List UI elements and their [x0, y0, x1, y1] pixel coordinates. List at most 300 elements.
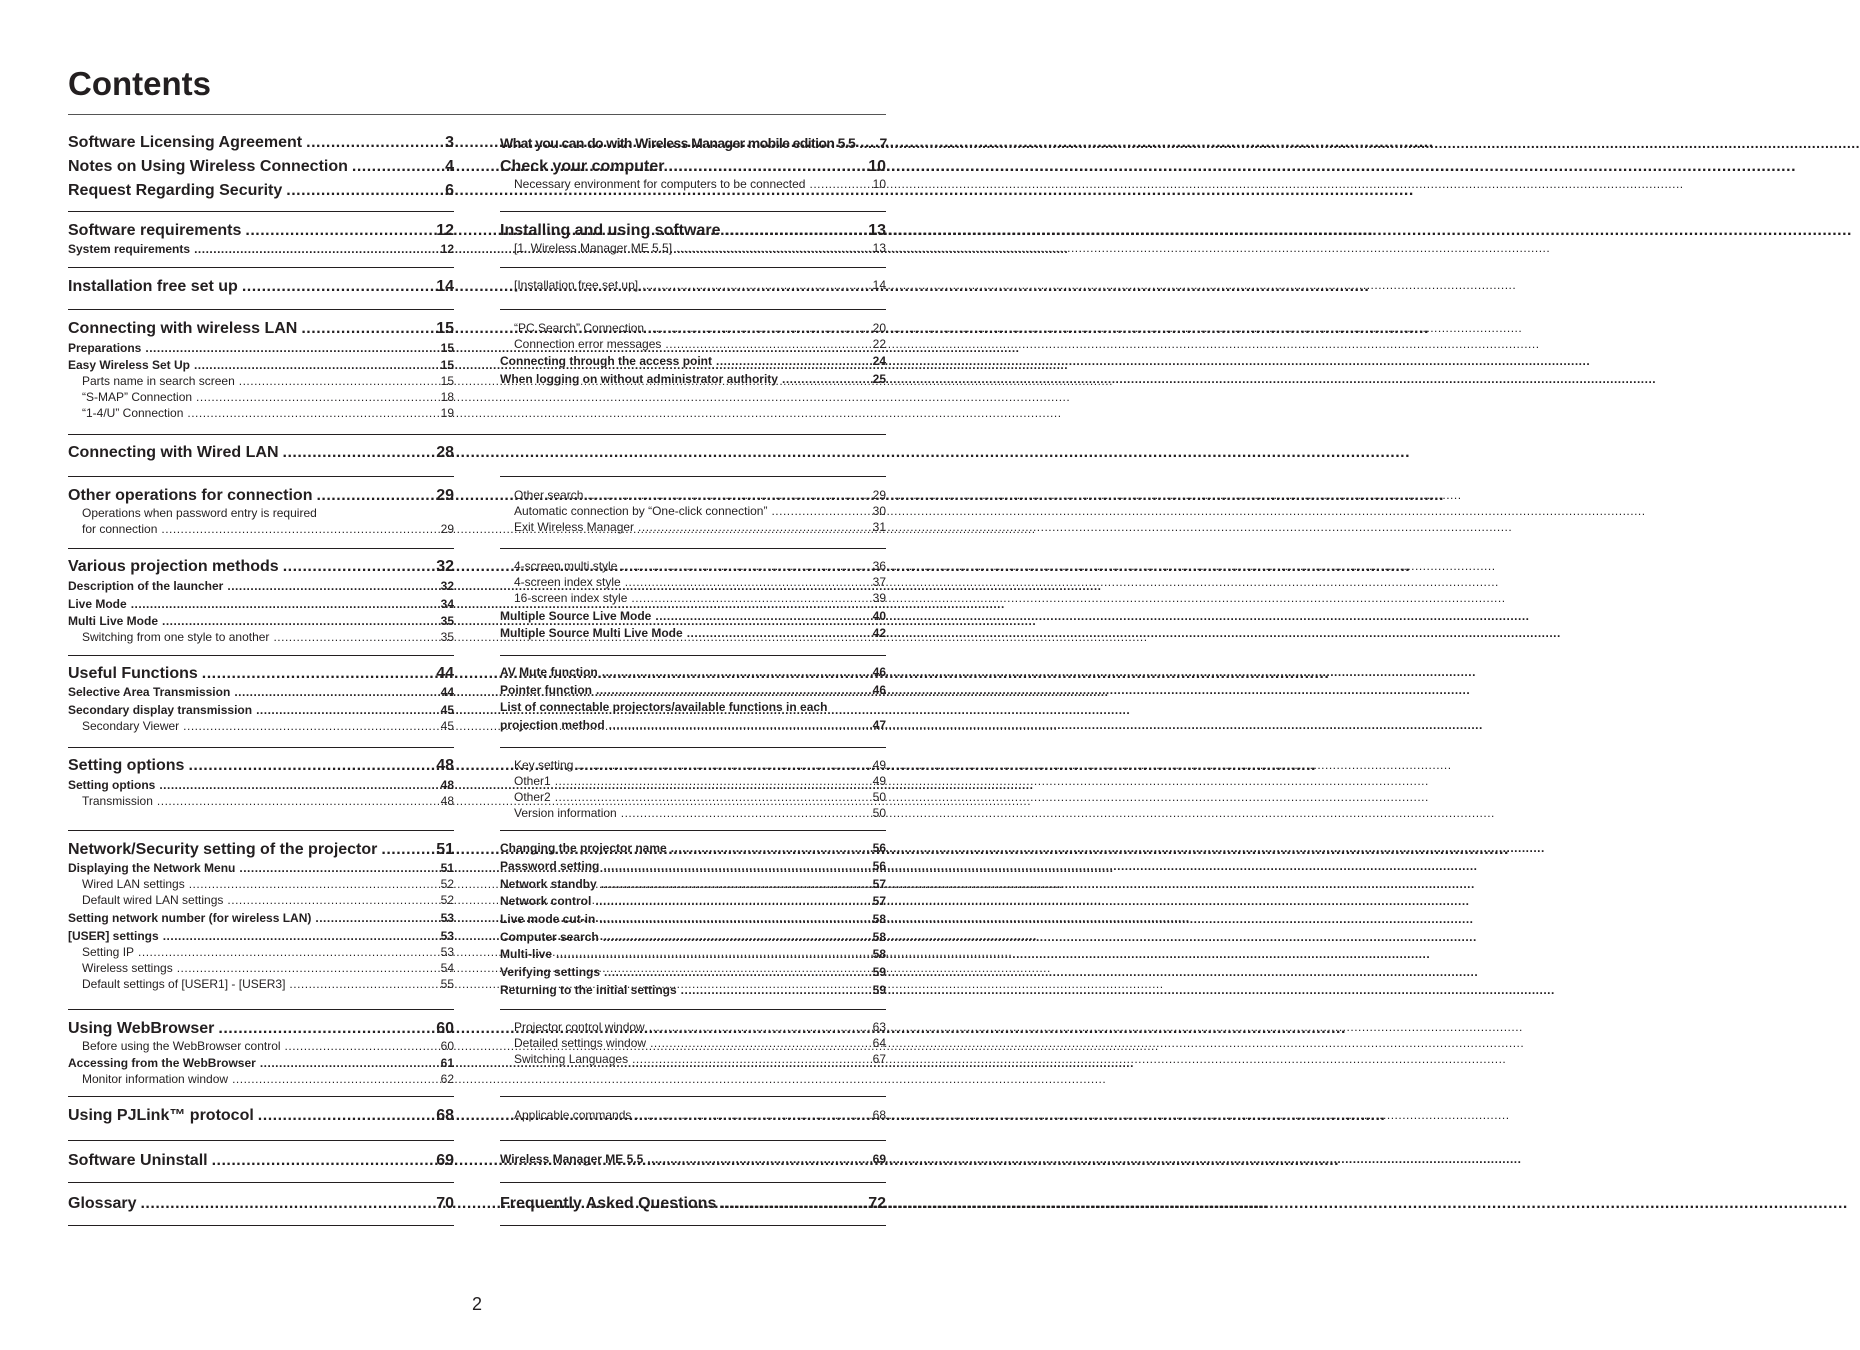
section-divider — [68, 1140, 454, 1141]
toc-entry-title: Request Regarding Security — [68, 182, 283, 199]
toc-subentry[interactable] — [500, 682, 886, 698]
leader-dots — [285, 1038, 436, 1054]
leader-dots — [234, 684, 436, 700]
leader-dots — [648, 320, 868, 336]
section-divider — [68, 211, 454, 212]
toc-entry-title: Automatic connection by “One-click connection” — [514, 504, 768, 518]
toc-entry-title: Pointer function — [500, 683, 592, 697]
toc-entry-title: Multi-live — [500, 947, 553, 961]
toc-entry-page: 6 — [445, 182, 454, 199]
leader-dots — [603, 858, 868, 874]
toc-entry-page: 10 — [872, 177, 886, 191]
toc-subentry[interactable] — [68, 777, 454, 793]
toc-subentry[interactable] — [514, 757, 886, 773]
toc-subentry[interactable] — [82, 373, 454, 389]
toc-entry-page: 46 — [872, 683, 886, 697]
toc-subentry[interactable] — [514, 277, 886, 293]
toc-subentry[interactable] — [68, 596, 454, 612]
leader-dots — [187, 405, 436, 421]
toc-entry-title: [USER] settings — [68, 929, 159, 943]
toc-subentry[interactable] — [68, 613, 454, 629]
toc-subentry[interactable] — [514, 336, 886, 352]
toc-entry-page: 45 — [440, 703, 454, 717]
toc-entry-page: 69 — [872, 1152, 886, 1166]
toc-entry-page: 13 — [868, 222, 886, 239]
toc-entry-title: Using WebBrowser — [68, 1020, 215, 1037]
toc-entry-page: 63 — [872, 1020, 886, 1034]
toc-entry[interactable] — [68, 756, 454, 776]
section-divider — [68, 434, 886, 435]
toc-entry-page: 57 — [872, 894, 886, 908]
toc-entry-title: Setting network number (for wireless LAN) — [68, 911, 312, 925]
toc-entry-title: Connecting with Wired LAN — [68, 444, 279, 461]
toc-subentry[interactable] — [500, 858, 886, 874]
leader-dots — [601, 876, 868, 892]
toc-subentry[interactable] — [82, 521, 454, 537]
leader-dots — [724, 221, 864, 241]
toc-entry-page: 22 — [872, 337, 886, 351]
toc-subentry[interactable] — [500, 625, 886, 641]
toc-entry-title: What you can do with Wireless Manager mobile edition 5.5 — [500, 135, 856, 151]
toc-entry[interactable] — [68, 1194, 454, 1214]
toc-entry-title: Other search — [514, 488, 584, 502]
toc-subentry[interactable] — [500, 840, 886, 856]
toc-entry-page: 64 — [872, 1036, 886, 1050]
toc-entry-page: 15 — [436, 320, 454, 337]
toc-entry-title: Other operations for connection — [68, 487, 313, 504]
leader-dots — [194, 241, 436, 257]
toc-subentry[interactable] — [82, 960, 454, 976]
toc-entry-title: Glossary — [68, 1195, 137, 1212]
toc-entry-page: 51 — [436, 841, 454, 858]
toc-entry-page: 4 — [445, 158, 454, 175]
toc-entry-title: Using PJLink™ protocol — [68, 1107, 254, 1124]
toc-entry-page: 69 — [436, 1152, 454, 1169]
toc-subentry[interactable] — [514, 590, 886, 606]
toc-entry-page: 58 — [872, 912, 886, 926]
toc-subentry[interactable] — [514, 789, 886, 805]
toc-entry-page: 13 — [872, 241, 886, 255]
toc-entry-title: Verifying settings — [500, 965, 601, 979]
toc-entry-page: 61 — [440, 1056, 454, 1070]
toc-subentry[interactable] — [68, 684, 454, 700]
leader-dots — [859, 133, 869, 153]
toc-entry-title: Selective Area Transmission — [68, 685, 231, 699]
toc-entry-title: Preparations — [68, 341, 142, 355]
toc-subentry[interactable] — [500, 371, 886, 387]
toc-subentry-line[interactable]: List of connectable projectors/available functions in each — [500, 700, 828, 714]
leader-dots — [681, 982, 868, 998]
toc-entry-page: 19 — [440, 406, 454, 420]
leader-dots — [283, 443, 433, 463]
leader-dots — [258, 1106, 432, 1126]
toc-entry-title: “S-MAP” Connection — [82, 390, 193, 404]
toc-entry-page: 58 — [872, 947, 886, 961]
toc-entry-title: projection method — [500, 718, 605, 732]
toc-entry-title: System requirements — [68, 242, 191, 256]
leader-dots — [162, 613, 436, 629]
toc-entry-page: 31 — [872, 520, 886, 534]
leader-dots — [556, 946, 868, 962]
toc-subentry[interactable] — [68, 910, 454, 926]
toc-entry-title: [1. Wireless Manager ME 5.5] — [514, 241, 673, 255]
toc-subentry[interactable] — [500, 876, 886, 892]
toc-entry-title: Connecting through the access point — [500, 354, 713, 368]
toc-subentry[interactable] — [514, 1107, 886, 1123]
toc-entry-page: 70 — [436, 1195, 454, 1212]
toc-entry-title: Secondary Viewer — [82, 719, 180, 733]
toc-entry-page: 50 — [872, 806, 886, 820]
toc-entry-page: 18 — [440, 390, 454, 404]
section-divider — [500, 747, 886, 748]
section-divider — [68, 747, 454, 748]
toc-entry-title: Displaying the Network Menu — [68, 861, 236, 875]
leader-dots — [676, 240, 868, 256]
toc-entry-page: 14 — [872, 278, 886, 292]
leader-dots — [242, 277, 432, 297]
toc-entry-title: “1-4/U” Connection — [82, 406, 184, 420]
toc-entry-title: Default settings of [USER1] - [USER3] — [82, 977, 286, 991]
leader-dots — [239, 373, 436, 389]
toc-subentry[interactable] — [500, 893, 886, 909]
leader-dots — [668, 157, 864, 177]
leader-dots — [621, 558, 868, 574]
leader-dots — [194, 357, 436, 373]
toc-entry[interactable] — [68, 277, 454, 297]
toc-entry-title: Key setting — [514, 758, 574, 772]
toc-entry-title: Exit Wireless Manager — [514, 520, 635, 534]
leader-dots — [286, 181, 436, 201]
toc-entry-title: for connection — [82, 522, 158, 536]
leader-dots — [239, 860, 436, 876]
toc-subentry[interactable] — [82, 405, 454, 421]
toc-entry-title: Installing and using software — [500, 222, 721, 239]
toc-entry-page: 39 — [872, 591, 886, 605]
leader-dots — [604, 964, 868, 980]
toc-entry-page: 60 — [436, 1020, 454, 1037]
toc-entry-title: Connecting with wireless LAN — [68, 320, 298, 337]
toc-entry-title: Software Uninstall — [68, 1152, 208, 1169]
leader-dots — [649, 1019, 868, 1035]
toc-entry-page: 7 — [879, 135, 888, 151]
toc-entry[interactable] — [68, 1106, 454, 1126]
toc-subentry[interactable] — [82, 793, 454, 809]
section-divider — [500, 267, 886, 268]
toc-entry[interactable] — [68, 157, 454, 177]
toc-subentry[interactable] — [82, 629, 454, 645]
toc-entry-page: 53 — [440, 929, 454, 943]
leader-dots — [273, 629, 436, 645]
leader-dots — [555, 789, 868, 805]
page-number: 2 — [471, 1294, 482, 1314]
toc-subentry[interactable] — [514, 1019, 886, 1035]
toc-subentry[interactable] — [500, 717, 886, 733]
toc-entry-page: 51 — [440, 861, 454, 875]
leader-dots — [161, 521, 436, 537]
leader-dots — [650, 1035, 868, 1051]
toc-subentry[interactable] — [68, 1055, 454, 1071]
toc-entry-title: Secondary display transmission — [68, 703, 253, 717]
toc-subentry[interactable] — [82, 389, 454, 405]
toc-entry-title: Detailed settings window — [514, 1036, 647, 1050]
leader-dots — [638, 519, 868, 535]
leader-dots — [587, 487, 868, 503]
section-divider — [68, 655, 454, 656]
toc-entry[interactable] — [68, 664, 454, 684]
leader-dots — [163, 928, 436, 944]
section-divider — [68, 830, 454, 831]
toc-subentry[interactable] — [82, 976, 454, 992]
toc-entry-title: Necessary environment for computers to be connected — [514, 177, 806, 191]
toc-subentry[interactable] — [500, 946, 886, 962]
toc-entry-page: 57 — [872, 877, 886, 891]
toc-entry-title: Live mode cut-in — [500, 912, 596, 926]
toc-entry-title: Parts name in search screen — [82, 374, 235, 388]
toc-subentry[interactable] — [82, 1038, 454, 1054]
toc-subentry[interactable] — [82, 944, 454, 960]
toc-entry-title: Multiple Source Multi Live Mode — [500, 626, 683, 640]
toc-subentry[interactable] — [82, 718, 454, 734]
toc-entry-page: 68 — [872, 1108, 886, 1122]
section-divider — [500, 1182, 886, 1183]
toc-subentry[interactable] — [514, 320, 886, 336]
toc-entry-title: Easy Wireless Set Up — [68, 358, 190, 372]
toc-entry-title: 4-screen index style — [514, 575, 621, 589]
leader-dots — [655, 608, 868, 624]
leader-dots — [625, 574, 868, 590]
leader-dots — [245, 221, 432, 241]
toc-subentry[interactable] — [68, 702, 454, 718]
toc-entry[interactable] — [68, 133, 454, 153]
toc-entry-title: Transmission — [82, 794, 153, 808]
toc-subentry[interactable] — [514, 805, 886, 821]
toc-subentry[interactable] — [500, 353, 886, 369]
toc-subentry[interactable] — [514, 176, 886, 192]
toc-entry-page: 53 — [440, 911, 454, 925]
leader-dots — [232, 1071, 436, 1087]
toc-entry[interactable] — [68, 319, 454, 339]
toc-entry[interactable] — [68, 1019, 454, 1039]
toc-entry-page: 12 — [436, 222, 454, 239]
toc-entry-title: Default wired LAN settings — [82, 893, 224, 907]
toc-subentry[interactable] — [68, 340, 454, 356]
toc-entry-title: Wired LAN settings — [82, 877, 185, 891]
title-rule — [68, 114, 886, 115]
toc-entry-page: 58 — [872, 930, 886, 944]
toc-subentry[interactable] — [500, 964, 886, 980]
leader-dots — [188, 756, 432, 776]
section-divider — [68, 476, 454, 477]
toc-entry-page: 34 — [440, 597, 454, 611]
leader-dots — [665, 336, 868, 352]
leader-dots — [227, 578, 436, 594]
leader-dots — [771, 503, 868, 519]
leader-dots — [256, 702, 436, 718]
section-divider — [68, 1096, 454, 1097]
toc-entry-title: Before using the WebBrowser control — [82, 1039, 281, 1053]
toc-entry-title: Notes on Using Wireless Connection — [68, 158, 348, 175]
section-divider — [68, 309, 454, 310]
leader-dots — [595, 893, 868, 909]
toc-entry-title: [Installation free set up] — [514, 278, 639, 292]
toc-entry[interactable] — [68, 486, 454, 506]
leader-dots — [283, 557, 433, 577]
toc-entry-title: 16-screen index style — [514, 591, 628, 605]
toc-subentry[interactable] — [514, 558, 886, 574]
leader-dots — [316, 486, 432, 506]
section-divider — [500, 548, 886, 549]
toc-subentry[interactable] — [514, 519, 886, 535]
toc-subentry[interactable] — [82, 1071, 454, 1087]
toc-entry[interactable] — [500, 133, 886, 153]
toc-entry-page: 35 — [440, 614, 454, 628]
toc-subentry[interactable] — [500, 911, 886, 927]
toc-entry[interactable] — [500, 157, 886, 177]
toc-entry-title: Check your computer — [500, 158, 665, 175]
toc-entry-page: 12 — [440, 242, 454, 256]
toc-entry[interactable] — [68, 443, 454, 463]
toc-entry-page: 55 — [440, 977, 454, 991]
toc-subentry[interactable] — [500, 929, 886, 945]
toc-subentry[interactable] — [68, 860, 454, 876]
toc-subentry[interactable] — [514, 503, 886, 519]
section-divider — [500, 655, 886, 656]
toc-entry-page: 35 — [440, 630, 454, 644]
leader-dots — [609, 717, 868, 733]
toc-entry-page: 68 — [436, 1107, 454, 1124]
section-divider — [500, 1140, 886, 1141]
leader-dots — [381, 840, 432, 860]
toc-entry-page: 15 — [440, 341, 454, 355]
leader-dots — [183, 718, 436, 734]
leader-dots — [555, 773, 868, 789]
toc-entry[interactable] — [68, 840, 454, 860]
section-divider — [500, 211, 886, 212]
toc-subentry[interactable] — [514, 574, 886, 590]
toc-entry-page: 25 — [872, 372, 886, 386]
toc-entry-title: “PC Search” Connection — [514, 321, 645, 335]
toc-subentry[interactable] — [514, 1051, 886, 1067]
toc-entry[interactable] — [68, 181, 454, 201]
page-title: Contents — [68, 65, 211, 102]
toc-entry-page: 72 — [868, 1195, 886, 1212]
toc-entry[interactable] — [500, 221, 886, 241]
leader-dots — [577, 757, 868, 773]
toc-entry-title: 4-screen multi style — [514, 559, 618, 573]
toc-entry-page: 50 — [872, 790, 886, 804]
toc-entry-page: 36 — [872, 559, 886, 573]
leader-dots — [647, 1151, 868, 1167]
toc-entry-title: Accessing from the WebBrowser — [68, 1056, 256, 1070]
section-divider — [68, 1182, 454, 1183]
toc-entry-title: When logging on without administrator authority — [500, 372, 778, 386]
toc-entry-title: Multiple Source Live Mode — [500, 609, 652, 623]
toc-entry[interactable] — [500, 1194, 886, 1214]
toc-subentry[interactable] — [500, 982, 886, 998]
toc-entry-page: 46 — [872, 665, 886, 679]
leader-dots — [301, 319, 432, 339]
toc-entry-page: 52 — [440, 877, 454, 891]
section-divider — [68, 267, 454, 268]
toc-subentry[interactable] — [500, 664, 886, 680]
toc-subentry[interactable] — [500, 608, 886, 624]
toc-subentry-line[interactable]: Operations when password entry is required — [82, 506, 317, 520]
toc-entry[interactable] — [68, 557, 454, 577]
leader-dots — [159, 777, 436, 793]
toc-entry-title: Other1 — [514, 774, 551, 788]
toc-entry-page: 32 — [440, 579, 454, 593]
section-divider — [68, 1009, 454, 1010]
toc-entry-title: Version information — [514, 806, 617, 820]
toc-entry-title: Monitor information window — [82, 1072, 229, 1086]
toc-subentry[interactable] — [514, 773, 886, 789]
leader-dots — [145, 340, 436, 356]
toc-subentry[interactable] — [68, 578, 454, 594]
leader-dots — [289, 976, 436, 992]
leader-dots — [315, 910, 436, 926]
toc-entry[interactable] — [68, 221, 454, 241]
toc-entry-page: 49 — [872, 758, 886, 772]
toc-entry[interactable] — [68, 1151, 454, 1171]
toc-entry-page: 40 — [872, 609, 886, 623]
leader-dots — [809, 176, 868, 192]
toc-entry-page: 62 — [440, 1072, 454, 1086]
toc-subentry[interactable] — [514, 240, 886, 256]
toc-entry-page: 29 — [436, 487, 454, 504]
toc-entry-title: Computer search — [500, 930, 599, 944]
toc-subentry[interactable] — [68, 241, 454, 257]
toc-entry-title: Frequently Asked Questions — [500, 1195, 717, 1212]
toc-entry-page: 59 — [872, 983, 886, 997]
toc-entry-page: 29 — [440, 522, 454, 536]
toc-subentry[interactable] — [82, 892, 454, 908]
leader-dots — [177, 960, 436, 976]
toc-entry-page: 15 — [440, 374, 454, 388]
toc-subentry[interactable] — [82, 876, 454, 892]
toc-entry-title: Multi Live Mode — [68, 614, 158, 628]
toc-entry-title: Setting IP — [82, 945, 135, 959]
toc-entry-page: 29 — [872, 488, 886, 502]
bottom-rule — [500, 1225, 886, 1226]
toc-entry-title: Setting options — [68, 757, 185, 774]
toc-entry-title: Connection error messages — [514, 337, 662, 351]
leader-dots — [603, 929, 868, 945]
section-divider — [500, 830, 886, 831]
toc-subentry[interactable] — [500, 1151, 886, 1167]
leader-dots — [212, 1151, 433, 1171]
leader-dots — [227, 892, 436, 908]
toc-entry-page: 56 — [872, 841, 886, 855]
toc-entry-title: Network standby — [500, 877, 597, 891]
toc-entry-page: 20 — [872, 321, 886, 335]
leader-dots — [131, 596, 436, 612]
toc-subentry[interactable] — [68, 357, 454, 373]
leader-dots — [189, 876, 436, 892]
toc-subentry[interactable] — [68, 928, 454, 944]
toc-entry-title: Wireless settings — [82, 961, 173, 975]
leader-dots — [260, 1055, 436, 1071]
toc-entry-title: Changing the projector name — [500, 841, 667, 855]
toc-entry-page: 48 — [436, 757, 454, 774]
toc-entry-page: 67 — [872, 1052, 886, 1066]
toc-entry-title: Wireless Manager ME 5.5 — [500, 1152, 644, 1166]
toc-subentry[interactable] — [514, 487, 886, 503]
leader-dots — [157, 793, 436, 809]
toc-entry-title: Other2 — [514, 790, 551, 804]
toc-subentry[interactable] — [514, 1035, 886, 1051]
bottom-rule — [68, 1225, 454, 1226]
leader-dots — [621, 805, 868, 821]
